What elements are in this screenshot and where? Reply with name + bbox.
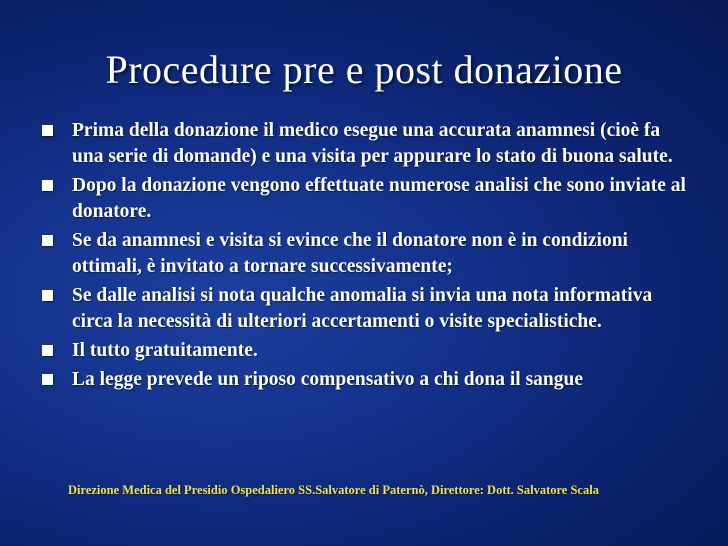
square-bullet-icon	[42, 235, 53, 246]
bullet-text: Il tutto gratuitamente.	[72, 340, 258, 361]
bullet-text: Se da anamnesi e visita si evince che il donatore non è in condizioni ottimali, è invitato a tornare successivamente;	[72, 230, 628, 277]
bullet-item	[40, 283, 690, 335]
square-bullet-icon	[42, 125, 53, 136]
bullet-item	[40, 118, 690, 170]
bullet-item	[40, 338, 690, 364]
bullet-text: La legge prevede un riposo compensativo a chi dona il sangue	[72, 369, 584, 390]
bullet-item	[40, 367, 690, 393]
square-bullet-icon	[42, 180, 53, 191]
square-bullet-icon	[42, 345, 53, 356]
bullet-text: Prima della donazione il medico esegue una accurata anamnesi (cioè fa una serie di domande) e una visita per appurare lo stato di buona salute.	[72, 120, 673, 167]
bullet-text: Dopo la donazione vengono effettuate numerose analisi che sono inviate al donatore.	[72, 175, 686, 222]
slide-footer-credit: Direzione Medica del Presidio Ospedaliero SS.Salvatore di Paternò, Direttore: Dott. Salvatore Scala	[68, 483, 599, 497]
square-bullet-icon	[42, 290, 53, 301]
bullet-list	[40, 118, 690, 396]
bullet-item	[40, 173, 690, 225]
bullet-text: Se dalle analisi si nota qualche anomalia si invia una nota informativa circa la necessità di ulteriori accertamenti o visite specialistiche.	[72, 285, 653, 332]
slide-title: Procedure pre e post donazione	[105, 47, 623, 92]
bullet-item	[40, 228, 690, 280]
square-bullet-icon	[42, 374, 53, 385]
